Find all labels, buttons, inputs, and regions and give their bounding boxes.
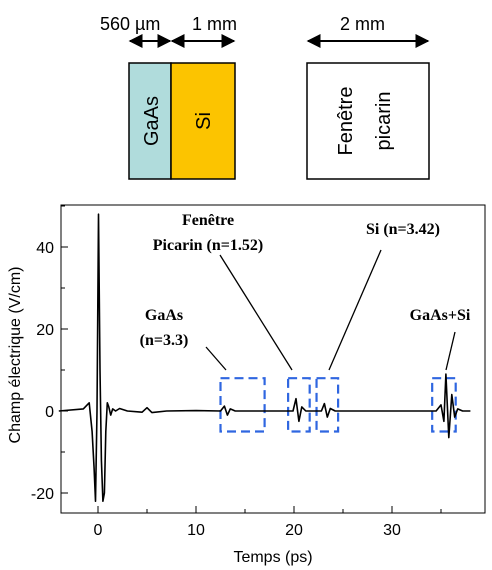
sample-diagram	[100, 14, 429, 179]
layer-gaas-label: GaAs	[141, 95, 163, 147]
box-si	[317, 378, 339, 431]
layer-window-label-2: picarin	[373, 91, 395, 151]
y-tick-label: -20	[30, 486, 54, 503]
y-tick-label: 40	[36, 240, 54, 257]
y-tick-label: 0	[45, 404, 54, 421]
x-tick-label: 10	[187, 522, 205, 539]
x-tick-label: 30	[383, 522, 401, 539]
x-axis-ticks	[94, 506, 441, 539]
annotation-window-line1: Fenêtre	[181, 212, 235, 229]
pointer-gaas	[206, 347, 226, 370]
pointer-gaas-si	[446, 332, 455, 370]
layer-window-label-1: Fenêtre	[335, 86, 357, 156]
layer-si-label: Si	[193, 112, 215, 130]
y-axis-label: Champ électrique (V/cm)	[7, 266, 24, 444]
box-window	[288, 378, 310, 431]
dim-label-si: 1 mm	[192, 14, 237, 34]
annotation-boxes	[221, 378, 456, 431]
y-tick-label: 20	[36, 322, 54, 339]
dim-label-gaas: 560 µm	[100, 14, 161, 34]
dim-label-window: 2 mm	[340, 14, 385, 34]
annotation-gaas-line1: GaAs	[144, 307, 184, 324]
pointer-si	[329, 250, 381, 370]
annotation-gaas-line2: (n=3.3)	[139, 332, 189, 349]
chart	[7, 205, 485, 566]
x-tick-label: 0	[93, 522, 103, 539]
layer-window	[307, 63, 429, 179]
annotation-si: Si (n=3.42)	[365, 221, 441, 238]
plot-frame	[61, 205, 485, 513]
x-axis-label: Temps (ps)	[233, 549, 313, 566]
y-axis-ticks	[31, 206, 68, 503]
annotation-window-line2: Picarin (n=1.52)	[152, 237, 264, 254]
x-tick-label: 20	[285, 522, 303, 539]
box-gaas	[221, 378, 265, 431]
annotation-gaas-si: GaAs+Si	[409, 307, 471, 324]
pointer-window	[220, 255, 292, 370]
series-line	[59, 214, 471, 501]
